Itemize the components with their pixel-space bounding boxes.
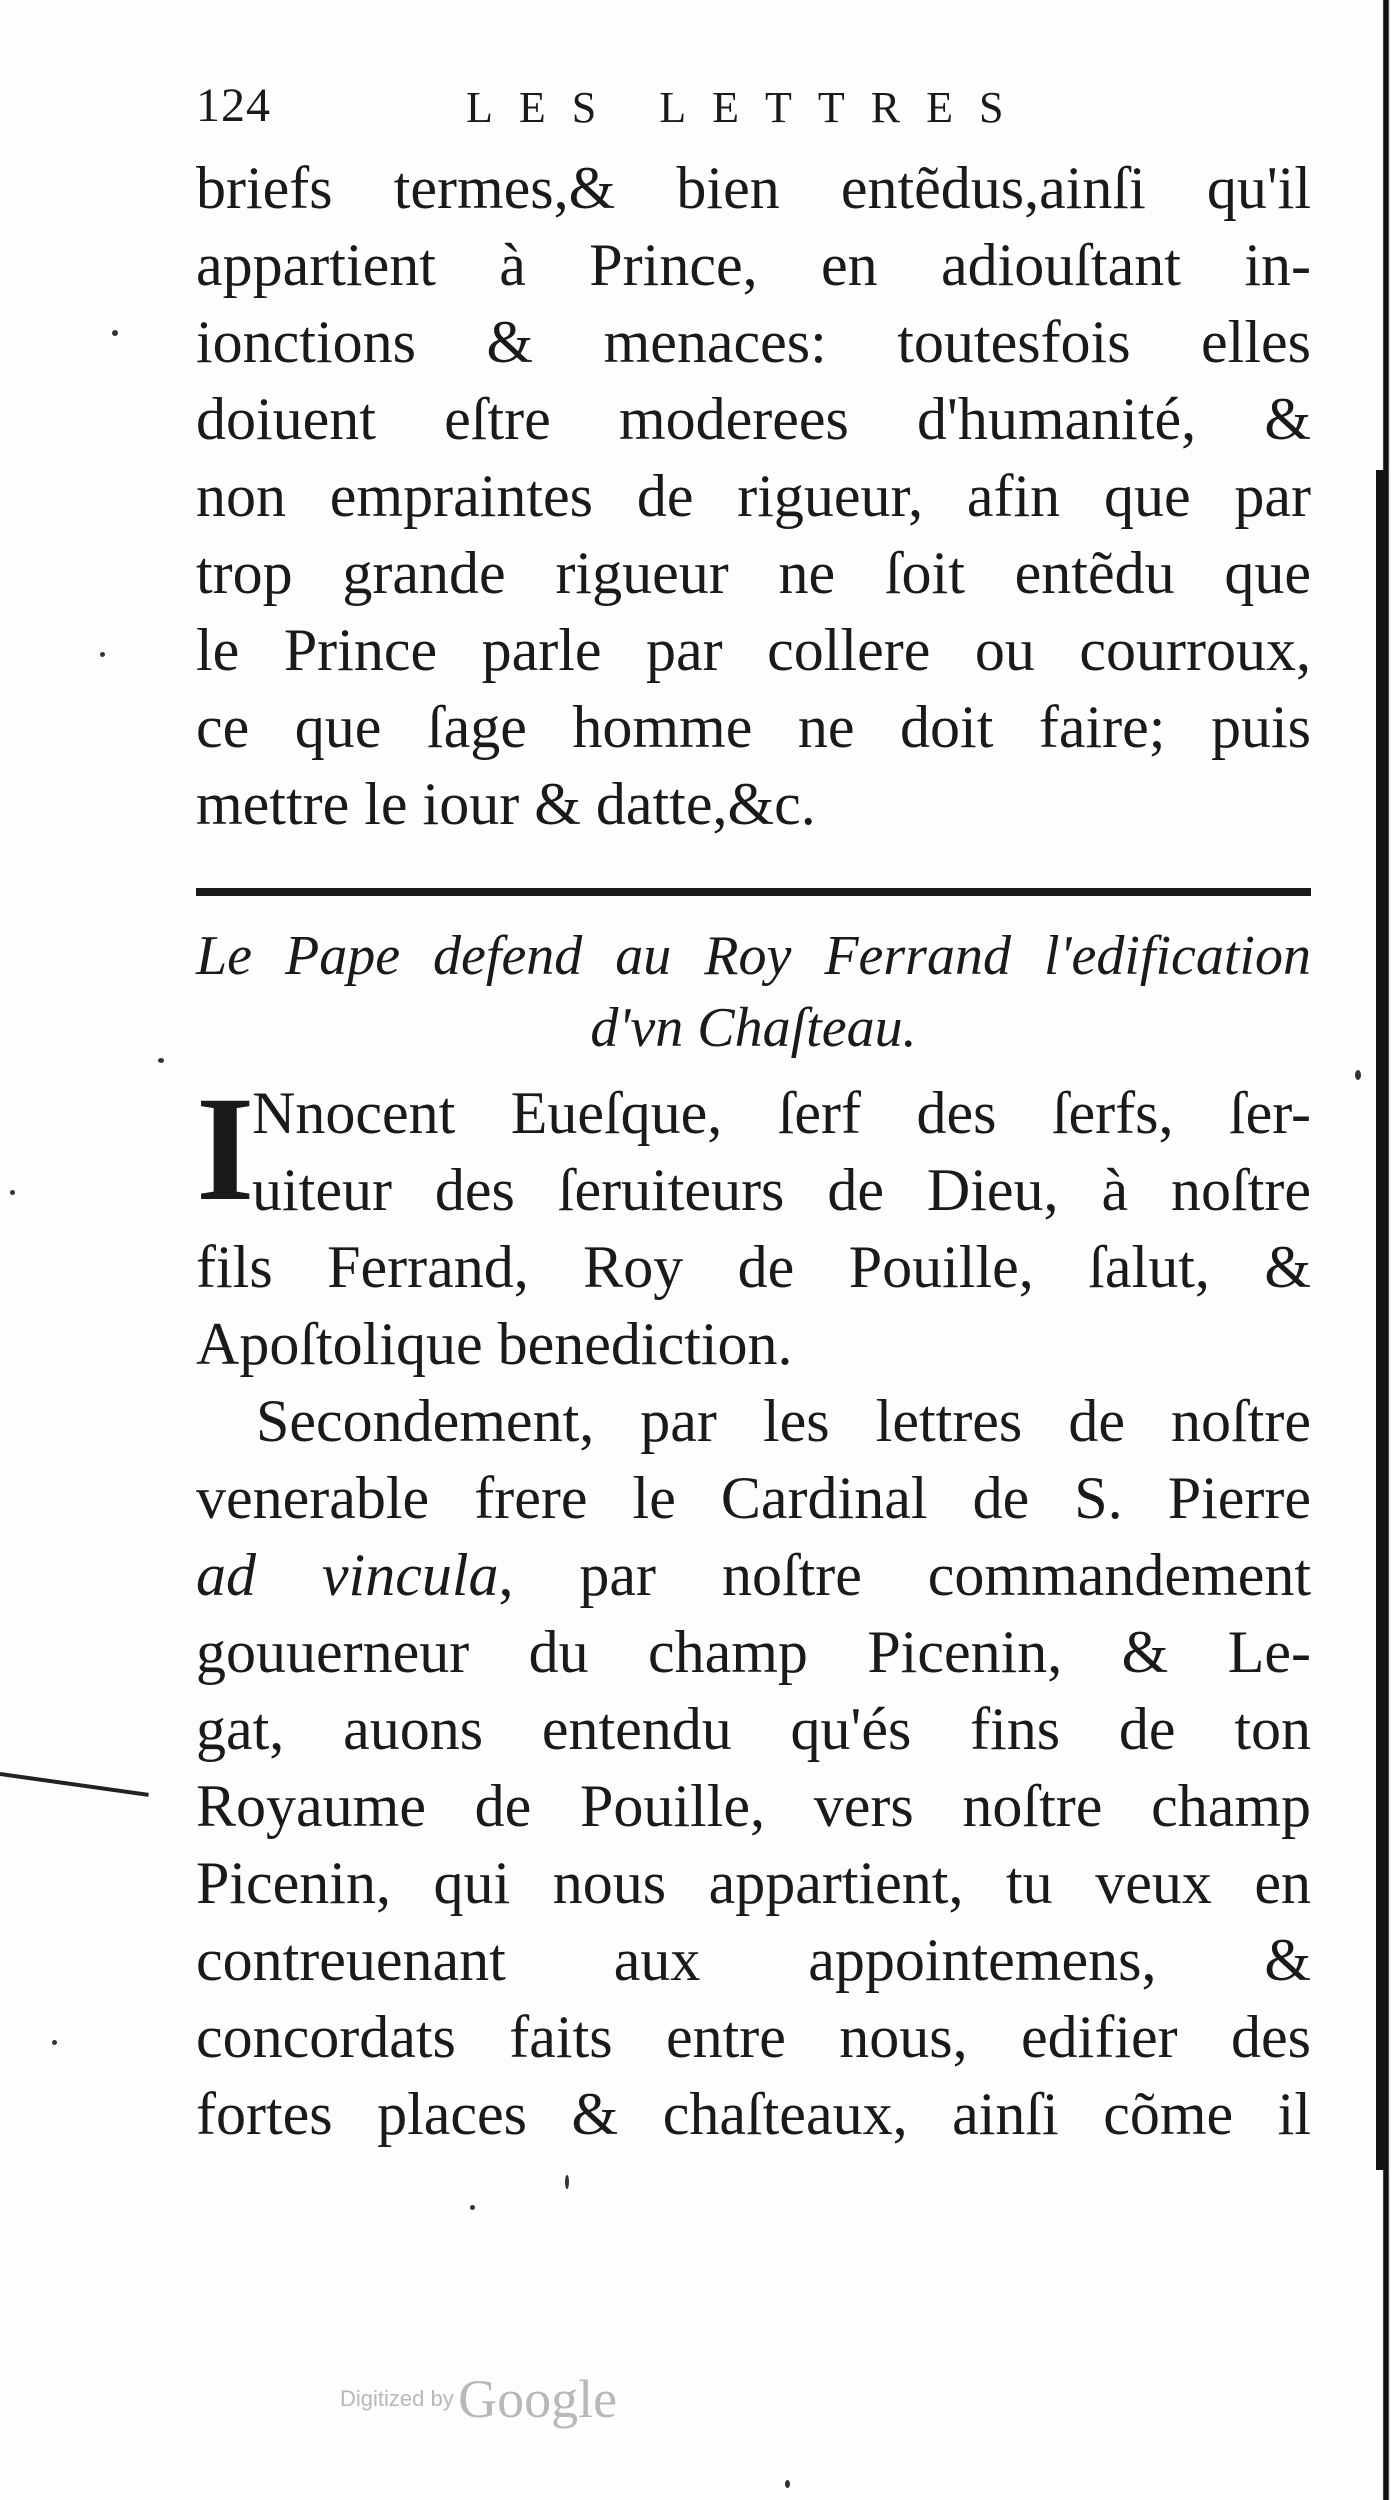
- watermark-prefix: Digitized by: [340, 2386, 454, 2411]
- latin-phrase: ad vincula: [196, 1542, 499, 1608]
- text-line: gat, auons entendu qu'és fins de ton: [196, 1696, 1311, 1762]
- scan-speck: [785, 2480, 790, 2488]
- scan-speck: [10, 1190, 15, 1195]
- letter-body: [196, 1066, 1311, 2153]
- text-line: doiuent eſtre moderees d'humanité, &: [196, 386, 1311, 452]
- text-line: appartient à Prince, en adiouſtant in-: [196, 232, 1311, 298]
- text-line: le Prince parle par collere ou courroux,: [196, 617, 1311, 683]
- scan-speck: [470, 2205, 475, 2210]
- text-line: Secondement, par les lettres de noſtre: [256, 1388, 1311, 1454]
- margin-ink-mark: [0, 1772, 149, 1797]
- scan-speck: [52, 2040, 57, 2045]
- text-line: venerable frere le Cardinal de S. Pierre: [196, 1465, 1311, 1531]
- scan-speck: [1355, 1070, 1361, 1080]
- text-line: Royaume de Pouille, vers noſtre champ: [196, 1773, 1311, 1839]
- scan-speck: [565, 2175, 569, 2189]
- text-line: [196, 1537, 1311, 1614]
- scan-speck: [100, 652, 105, 657]
- section-heading: [196, 920, 1311, 1064]
- text-line: non empraintes de rigueur, afin que par: [196, 463, 1311, 529]
- scan-speck: [112, 330, 118, 336]
- text-line: briefs termes,& bien entẽdus,ainſi qu'il: [196, 155, 1311, 221]
- watermark-brand: Google: [458, 2369, 618, 2429]
- text-line: Apoſtolique benediction.: [196, 1311, 793, 1377]
- running-header: [196, 78, 1311, 148]
- text-fragment: , par noſtre commandement: [498, 1542, 1311, 1608]
- text-line: Nnocent Eueſque, ſerf des ſerfs, ſer-: [252, 1080, 1311, 1146]
- page-binding-shadow: [1376, 470, 1386, 2170]
- text-line: ce que ſage homme ne doit faire; puis: [196, 694, 1311, 760]
- scan-speck: [158, 1058, 164, 1063]
- text-line: gouuerneur du champ Picenin, & Le-: [196, 1619, 1311, 1685]
- text-line: contreuenant aux appointemens, &: [196, 1927, 1311, 1993]
- heading-line: Le Pape defend au Roy Ferrand l'edification: [196, 925, 1311, 987]
- text-line: uiteur des ſeruiteurs de Dieu, à noſtre: [252, 1157, 1311, 1223]
- digitized-by-google-watermark: [340, 2368, 617, 2430]
- text-line: fortes places & chaſteaux, ainſi cõme il: [196, 2081, 1311, 2147]
- text-line: concordats faits entre nous, edifier des: [196, 2004, 1311, 2070]
- heading-line: d'vn Chaſteau.: [590, 997, 917, 1059]
- section-divider: [196, 888, 1311, 896]
- drop-cap-initial: I: [196, 1066, 255, 1232]
- text-line: Picenin, qui nous appartient, tu veux en: [196, 1850, 1311, 1916]
- running-title: LES LETTRES: [466, 83, 1030, 132]
- text-line: mettre le iour & datte,&c.: [196, 771, 816, 837]
- text-line: trop grande rigueur ne ſoit entẽdu que: [196, 540, 1311, 606]
- page-number: 124: [196, 79, 271, 132]
- text-line: fils Ferrand, Roy de Pouille, ſalut, &: [196, 1234, 1311, 1300]
- top-paragraph: [196, 150, 1311, 843]
- text-line: ionctions & menaces: toutesfois elles: [196, 309, 1311, 375]
